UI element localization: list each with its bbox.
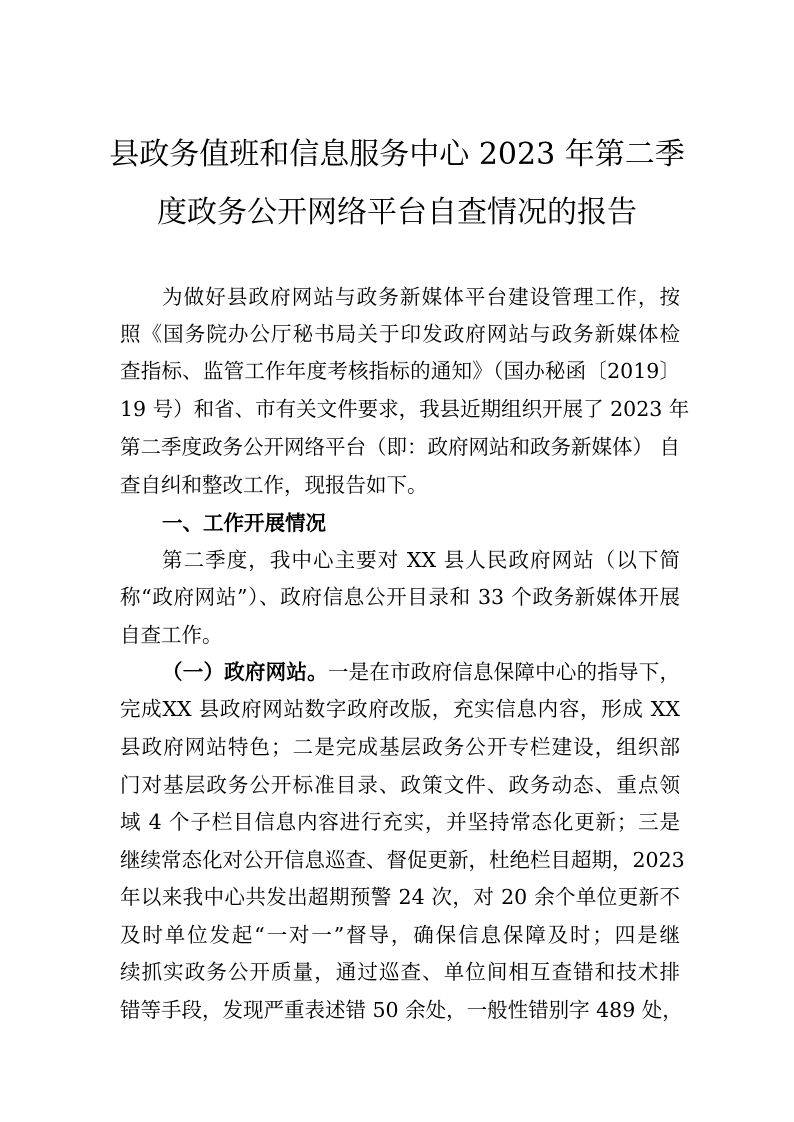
subsection-title: （一）政府网站。 xyxy=(162,660,328,684)
paragraph-1-line-1: 为做好县政府网站与政务新媒体平台建设管理工作，按 xyxy=(162,285,680,309)
paragraph-3-line-1 xyxy=(162,660,680,684)
section-heading: 一、工作开展情况 xyxy=(162,511,326,535)
paragraph-1-line-6: 查自纠和整改工作，现报告如下。 xyxy=(120,473,428,497)
paragraph-1-line-2: 照《国务院办公厅秘书局关于印发政府网站与政务新媒体检 xyxy=(120,322,680,346)
paragraph-3-line-8: 及时单位发起“一对一”督导，确保信息保障及时；四是继 xyxy=(120,923,680,947)
paragraph-1-line-3: 查指标、监管工作年度考核指标的通知》（国办秘函〔2019〕 xyxy=(120,359,680,383)
paragraph-3-line-5: 域 4 个子栏目信息内容进行充实，并坚持常态化更新；三是 xyxy=(120,810,680,834)
paragraph-3-line-10: 错等手段，发现严重表述错 50 余处，一般性错别字 489 处， xyxy=(120,998,683,1022)
paragraph-3-line-4: 门对基层政务公开标准目录、政策文件、政务动态、重点领 xyxy=(120,773,680,797)
paragraph-2-line-1: 第二季度，我中心主要对 XX 县人民政府网站（以下简 xyxy=(162,548,680,572)
paragraph-3-line-6: 继续常态化对公开信息巡查、督促更新，杜绝栏目超期，2023 xyxy=(120,848,685,872)
paragraph-3-line-2: 完成XX 县政府网站数字政府改版，充实信息内容，形成 XX xyxy=(120,697,680,721)
paragraph-2-line-3: 自查工作。 xyxy=(120,623,223,647)
document-title-line-2: 度政务公开网络平台自查情况的报告 xyxy=(157,195,637,230)
paragraph-3-line-3: 县政府网站特色；二是完成基层政务公开专栏建设，组织部 xyxy=(120,735,680,759)
paragraph-3-line-7: 年以来我中心共发出超期预警 24 次，对 20 余个单位更新不 xyxy=(120,885,680,909)
paragraph-2-line-2: 称“政府网站”）、政府信息公开目录和 33 个政务新媒体开展 xyxy=(120,585,680,609)
paragraph-3-line-9: 续抓实政务公开质量，通过巡查、单位间相互查错和技术排 xyxy=(120,960,680,984)
document-title-line-1: 县政务值班和信息服务中心 2023 年第二季 xyxy=(109,137,685,172)
paragraph-3-line-1-text: 一是在市政府信息保障中心的指导下， xyxy=(327,660,681,684)
paragraph-1-line-4: 19 号）和省、市有关文件要求，我县近期组织开展了 2023 年 xyxy=(120,397,690,421)
paragraph-1-line-5: 第二季度政务公开网络平台（即：政府网站和政务新媒体） 自 xyxy=(120,435,681,459)
